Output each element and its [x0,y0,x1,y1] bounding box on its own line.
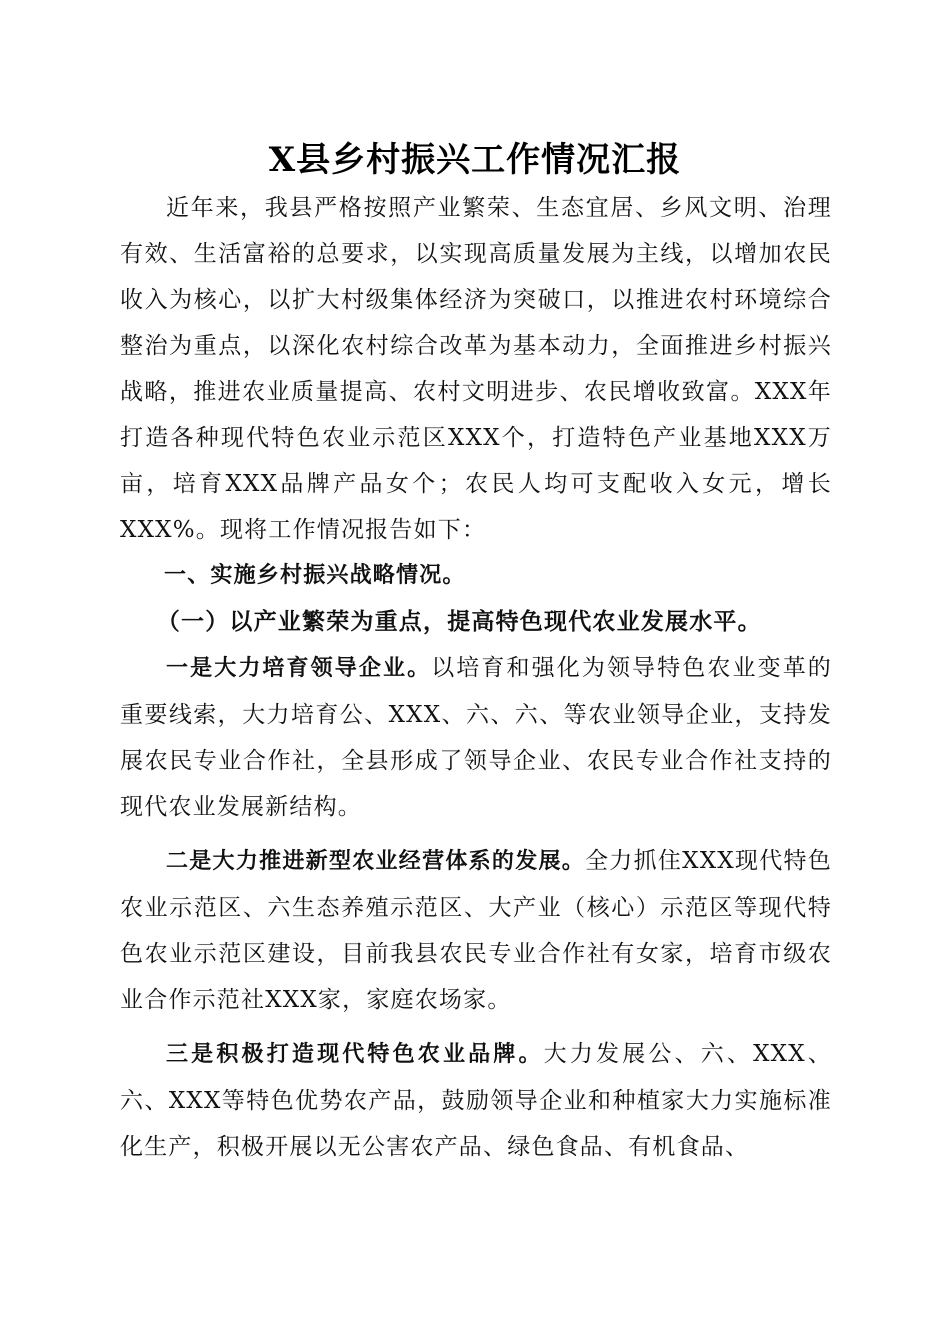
intro-paragraph: 近年来，我县严格按照产业繁荣、生态宜居、乡风文明、治理有效、生活富裕的总要求，以实现高质量发展为主线，以增加农民收入为核心，以扩大村级集体经济为突破口，以推进农村环境综合整治为重点，以深化农村综合改革为基本动力，全面推进乡村振兴战略，推进农业质量提高、农村文明进步、农民增收致富。XXX年打造各种现代特色农业示范区XXX个，打造特色产业基地XXX万亩，培育XXX品牌产品女个；农民人均可支配收入女元，增长XXX%。现将工作情况报告如下： [120,195,832,543]
point-text-3: 大力发展公、六、XXX、六、XXX等特色优势农产品，鼓励领导企业和种植家大力实施标准化生产，积极开展以无公害农产品、绿色食品、有机食品、 [120,1041,832,1160]
subsection-heading: （一）以产业繁荣为重点，提高特色现代农业发展水平。 [156,608,762,635]
document-title: X县乡村振兴工作情况汇报 [268,140,682,180]
point-lead-2: 二是大力推进新型农业经营体系的发展。 [166,849,586,874]
paragraph-gap [120,830,832,838]
point-paragraph-2 [120,838,832,1023]
document-body [120,185,832,1170]
point-lead-1: 一是大力培育领导企业。 [166,656,432,681]
point-paragraph-3 [120,1031,832,1170]
paragraph-gap [120,1023,832,1031]
point-text-2: 全力抓住XXX现代特色农业示范区、六生态养殖示范区、大产业（核心）示范区等现代特色农业示范区建设，目前我县农民专业合作社有女家，培育市级农业合作示范社XXX家，家庭农场家。 [120,848,832,1013]
section-heading: 一、实施乡村振兴战略情况。 [164,563,466,588]
point-lead-3: 三是积极打造现代特色农业品牌。 [166,1042,544,1067]
point-paragraph-1 [120,645,832,830]
point-text-1: 以培育和强化为领导特色农业变革的重要线索，大力培育公、XXX、六、六、等农业领导企业，支持发展农民专业合作社，全县形成了领导企业、农民专业合作社支持的现代农业发展新结构。 [120,655,832,820]
